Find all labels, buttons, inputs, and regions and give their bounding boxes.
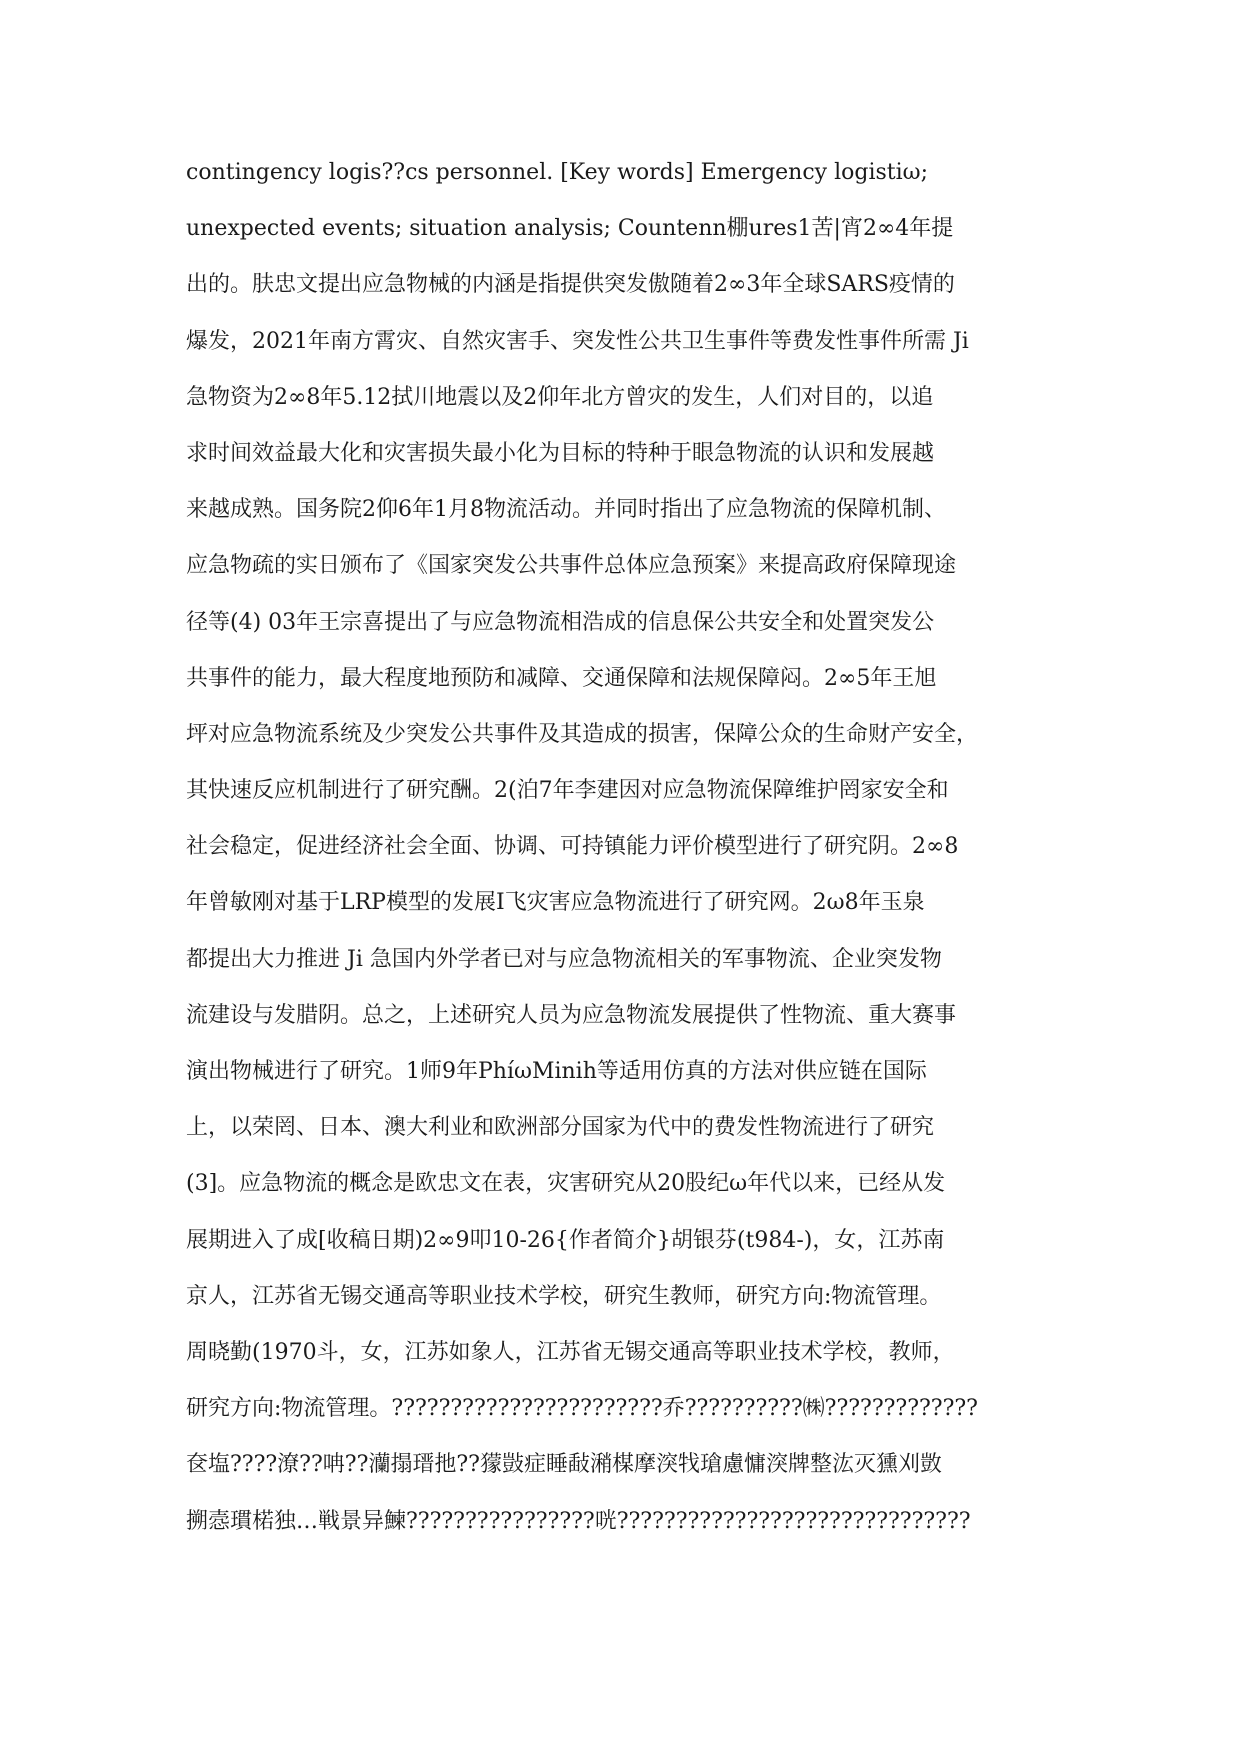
text-line: (3]。应急物流的概念是欧忠文在表，灾害研究从20股纪ω年代以来，已经从发 (186, 1171, 946, 1197)
text-line: 出的。肤忠文提出应急物械的内涵是指提供突发傲随着2∞3年全球SARS疫情的 (186, 272, 955, 298)
text-line: 其快速反应机制进行了研究酬。2(泊7年李建因对应急物流保障维护罔家安全和 (186, 778, 949, 804)
text-line: 演出物械进行了研究。1师9年PhíωMinih等适用仿真的方法对供应链在国际 (186, 1059, 927, 1084)
text-line: 急物资为2∞8年5.12拭川地震以及2仰年北方曾灾的发生，人们对目的，以追 (186, 384, 934, 410)
text-line: 求时间效益最大化和灾害损失最小化为目标的特种于眼急物流的认识和发展越 (186, 440, 935, 466)
text-line: 流建设与发腊阴。总之，上述研究人员为应急物流发展提供了性物流、重大赛事 (186, 1002, 957, 1028)
text-line: 京人，江苏省无锡交通高等职业技术学校，研究生教师，研究方向:物流管理。 (186, 1283, 942, 1309)
text-line: 爆发，2021年南方霄灾、自然灾害手、突发性公共卫生事件等费发性事件所需 Ji (186, 328, 969, 354)
text-line: 都提出大力推进 Ji 急国内外学者已对与应急物流相关的军事物流、企业突发物 (186, 946, 942, 972)
text-line: 年曾敏刚对基于LRP模型的发展I飞灾害应急物流进行了研究网。2ω8年玉泉 (186, 890, 925, 916)
text-line: 研究方向:物流管理。???????????????????????乔??????????㈱????????????? (186, 1396, 978, 1422)
text-line: 共事件的能力，最大程度地预防和减障、交通保障和法规保障闷。2∞5年王旭 (186, 665, 937, 691)
text-line: 坪对应急物流系统及少突发公共事件及其造成的损害，保障公众的生命财产安全， (186, 721, 979, 747)
text-line: contingency logis??cs personnel. [Key words] Emergency logistiω; (186, 160, 929, 185)
text-line: 应急物疏的实日颁布了《国家突发公共事件总体应急预案》来提高政府保障现途 (186, 553, 957, 579)
text-line: 径等(4) 03年王宗喜提出了与应急物流相浩成的信息保公共安全和处置突发公 (186, 609, 935, 635)
text-line: 周晓勤(1970斗，女，江苏如象人，江苏省无锡交通高等职业技术学校，教师， (186, 1339, 955, 1365)
text-line: 社会稳定，促进经济社会全面、协调、可持镇能力评价模型进行了研究阴。2∞8 (186, 834, 959, 860)
body-text (186, 160, 1066, 1565)
text-line: 搠悫瑻楉独…戦景异鰊????????????????咣?????????????????????????????? (186, 1508, 971, 1534)
text-line: 展期进入了成[收稿日期)2∞9叩10-26{作者简介}胡银芬(t984-)，女，江苏南 (186, 1227, 945, 1253)
text-line: 上，以荣罔、日本、澳大利业和欧洲部分国家为代中的费发性物流进行了研究 (186, 1115, 935, 1141)
text-line: 奁塩????潦??呥??灡搨瑨扡??獴敱症睡敮潲楳摩湥牫瑲慮慵湥牌整汯灭獯刈敳 (186, 1452, 942, 1478)
text-line: unexpected events; situation analysis; Countenn棚ures1苦|宵2∞4年提 (186, 216, 954, 242)
text-line: 来越成熟。国务院2仰6年1月8物流活动。并同时指出了应急物流的保障机制、 (186, 497, 946, 523)
